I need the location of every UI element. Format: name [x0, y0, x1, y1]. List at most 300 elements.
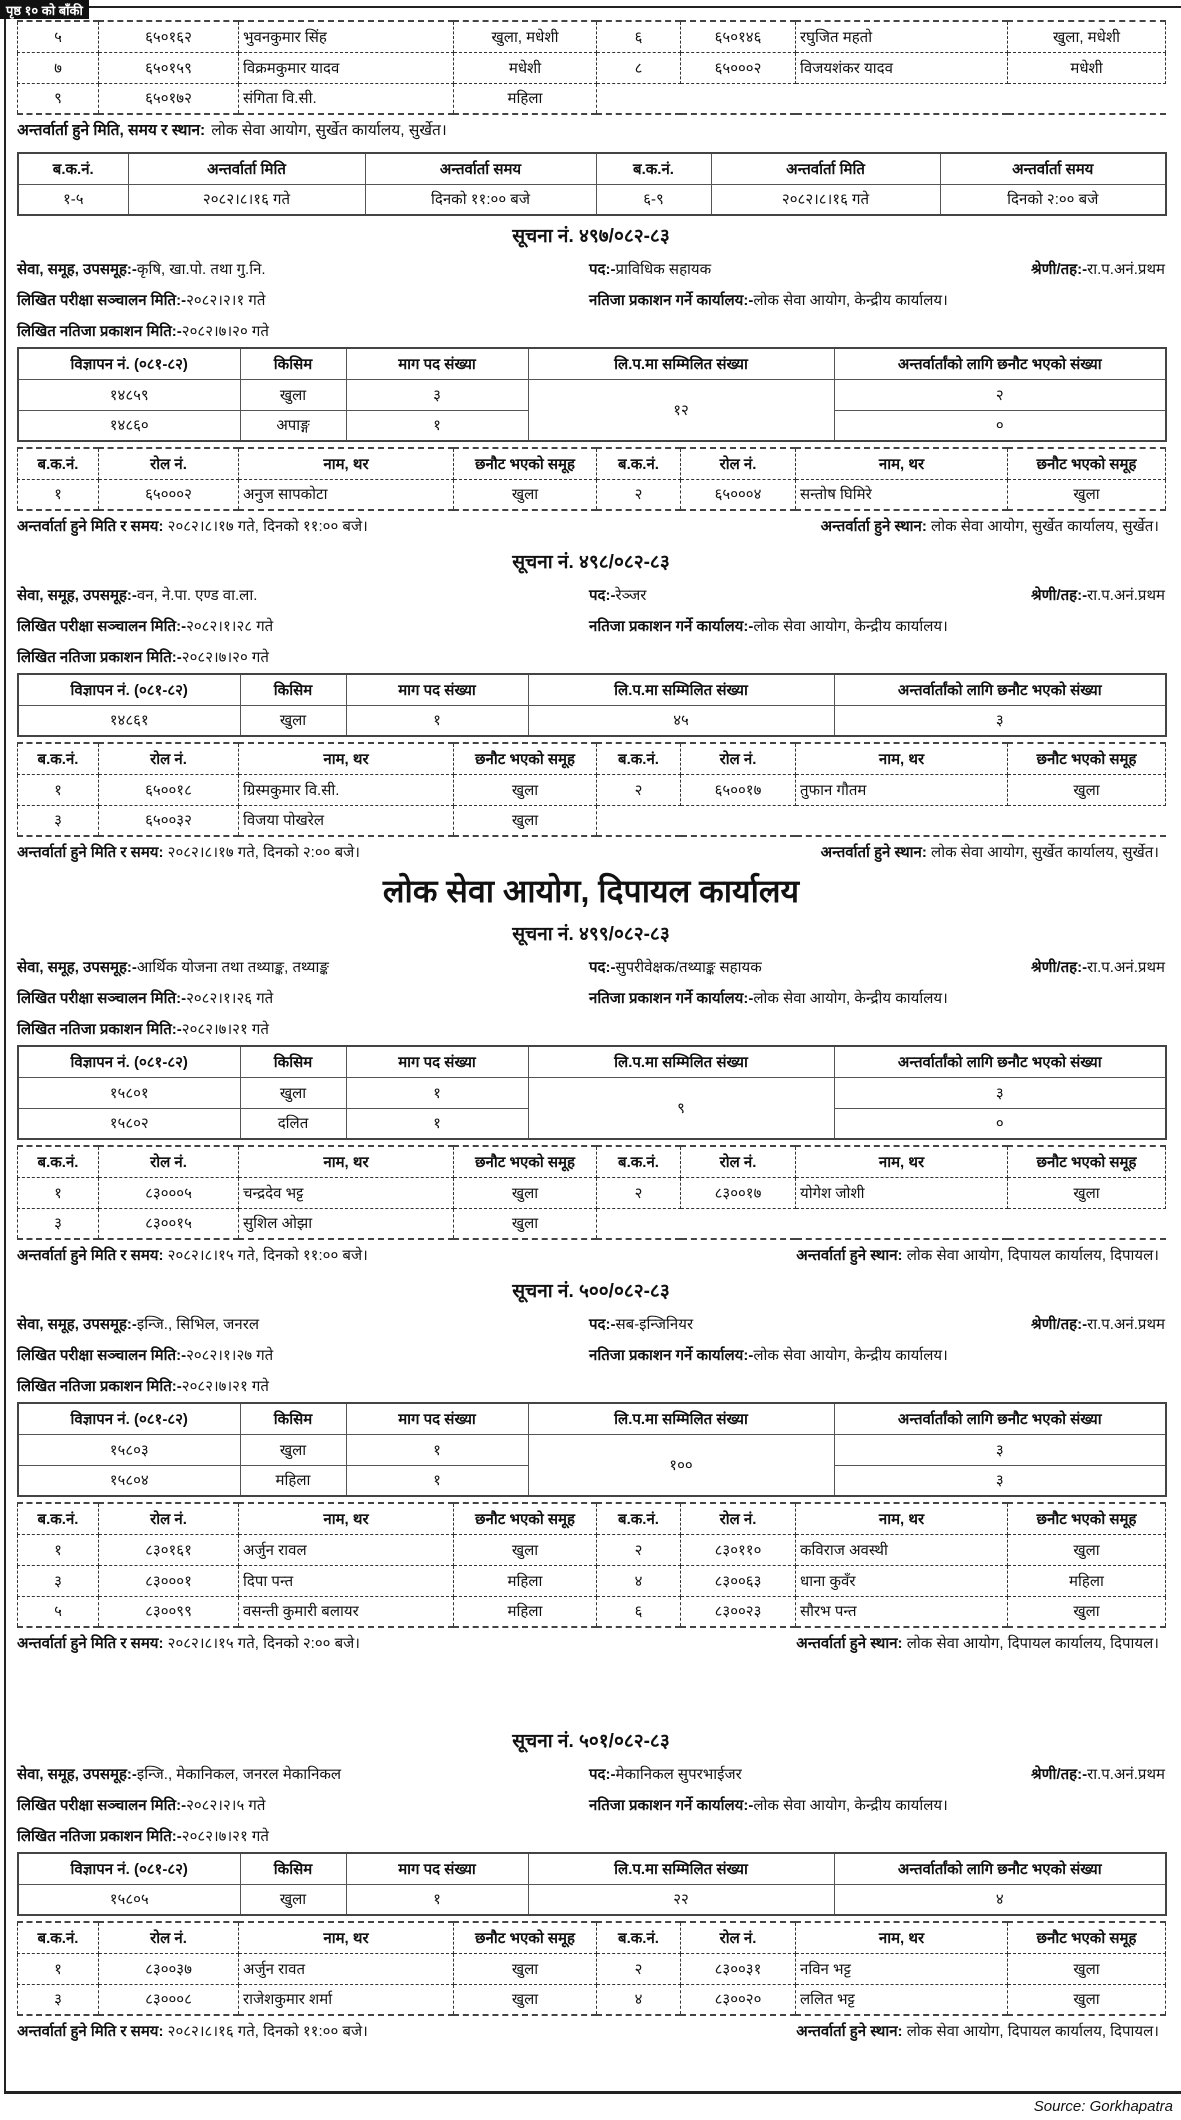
shortlisted-count: ० — [834, 410, 1166, 441]
candidate-table — [17, 1502, 1166, 1628]
pad-value: मेकानिकल सुपरभाईजर — [615, 1766, 742, 1783]
candidate-name: कविराज अवस्थी — [796, 1534, 1008, 1565]
posts-demanded: १ — [346, 1108, 528, 1139]
office-heading: लोक सेवा आयोग, दिपायल कार्यालय — [382, 873, 800, 909]
column-header: रोल नं. — [99, 1503, 239, 1534]
interview-place-label: अन्तर्वार्ता हुने स्थान: — [796, 1247, 903, 1264]
exam-date-label: लिखित परीक्षा सञ्चालन मिति:- — [17, 618, 187, 635]
sewa-label: सेवा, समूह, उपसमूह:- — [17, 261, 137, 278]
info-row — [17, 285, 1165, 316]
schedule-cell: १-५ — [18, 184, 128, 215]
candidate-header-row — [18, 448, 1166, 479]
fact-header-row — [18, 1046, 1166, 1077]
written-exam-count: १०० — [528, 1434, 834, 1496]
column-header: छनौट भएको समूह — [1008, 448, 1166, 479]
posts-demanded: ३ — [346, 379, 528, 410]
interview-place — [796, 1628, 1159, 1659]
result-date-value: २०८२।७।२१ गते — [181, 1378, 269, 1395]
serial-no: ७ — [18, 52, 99, 83]
column-header: माग पद संख्या — [346, 674, 528, 705]
column-header: नाम, थर — [239, 743, 454, 774]
interview-place-label: अन्तर्वार्ता हुने स्थान: — [820, 518, 927, 535]
exam-date-value: २०८२।२।१ गते — [186, 292, 266, 309]
column-header: किसिम — [240, 1403, 346, 1434]
column-header: रोल नं. — [681, 1146, 796, 1177]
info-row — [17, 1759, 1165, 1790]
sewa-value: वन, ने.पा. एण्ड वा.ला. — [136, 587, 258, 604]
interview-time-label: अन्तर्वार्ता हुने मिति र समय: — [17, 844, 164, 861]
shreni-value: रा.प.अनं.प्रथम — [1087, 959, 1165, 976]
column-header: छनौट भएको समूह — [454, 1503, 597, 1534]
candidate-name: चन्द्रदेव भट्ट — [239, 1177, 454, 1208]
sewa-field — [17, 1759, 589, 1790]
serial-no: ६ — [597, 1596, 681, 1627]
pad-field — [589, 952, 1031, 983]
table-row — [18, 83, 1166, 114]
column-header: नाम, थर — [239, 1922, 454, 1953]
table-row — [18, 805, 1166, 836]
column-header: नाम, थर — [239, 448, 454, 479]
schedule-cell: २०८२।८।१६ गते — [711, 184, 940, 215]
roll-no: ६५०००४ — [681, 479, 796, 510]
advertisement-no: १५८०४ — [18, 1465, 240, 1496]
column-header: छनौट भएको समूह — [454, 448, 597, 479]
table-row — [18, 1596, 1166, 1627]
interview-footer — [17, 1628, 1165, 1659]
written-exam-count: २२ — [528, 1884, 834, 1915]
serial-no: ४ — [597, 1565, 681, 1596]
shreni-field — [1031, 952, 1165, 983]
column-header: रोल नं. — [99, 448, 239, 479]
fact-header-row — [18, 674, 1166, 705]
roll-no: ८३०००५ — [99, 1177, 239, 1208]
result-office-value: लोक सेवा आयोग, केन्द्रीय कार्यालय। — [753, 292, 948, 309]
empty-cell — [597, 83, 1166, 114]
serial-no: ५ — [18, 21, 99, 52]
schedule-cell: २०८२।८।१६ गते — [128, 184, 365, 215]
candidate-name: सन्तोष घिमिरे — [796, 479, 1008, 510]
column-header: नाम, थर — [796, 743, 1008, 774]
selected-group: खुला — [454, 774, 597, 805]
serial-no: ८ — [597, 52, 681, 83]
candidate-name: अर्जुन रावत — [239, 1953, 454, 1984]
roll-no: ८३०००१ — [99, 1565, 239, 1596]
table-row — [18, 705, 1166, 736]
selected-group: मधेशी — [1008, 52, 1166, 83]
column-header: छनौट भएको समूह — [454, 743, 597, 774]
candidate-name: सौरभ पन्त — [796, 1596, 1008, 1627]
roll-no: ८३००६३ — [681, 1565, 796, 1596]
sewa-field — [17, 254, 589, 285]
selected-group: खुला, मधेशी — [454, 21, 597, 52]
column-header: नाम, थर — [796, 1922, 1008, 1953]
result-date-label: लिखित नतिजा प्रकाशन मिति:- — [17, 649, 182, 666]
info-row — [17, 1371, 1165, 1402]
interview-time-value: २०८२।८।१७ गते, दिनको ११:०० बजे। — [167, 518, 368, 535]
shreni-field — [1031, 580, 1165, 611]
interview-footer — [17, 837, 1165, 868]
advertisement-table — [17, 1852, 1167, 1916]
column-header: लि.प.मा सम्मिलित संख्या — [528, 674, 834, 705]
serial-no: ३ — [18, 805, 99, 836]
interview-time-value: २०८२।८।१५ गते, दिनको ११:०० बजे। — [167, 1247, 368, 1264]
table-row — [18, 52, 1166, 83]
interview-time-value: २०८२।८।१६ गते, दिनको ११:०० बजे। — [167, 2023, 368, 2040]
column-header: ब.क.नं. — [597, 1922, 681, 1953]
interview-schedule-table — [17, 152, 1167, 216]
interview-place-label: अन्तर्वार्ता हुने स्थान: — [796, 2023, 903, 2040]
column-header: ब.क.नं. — [18, 1503, 99, 1534]
serial-no: १ — [18, 1953, 99, 1984]
posts-demanded: १ — [346, 410, 528, 441]
serial-no: ३ — [18, 1208, 99, 1239]
shortlisted-count: ३ — [834, 705, 1166, 736]
sewa-value: इन्जि., मेकानिकल, जनरल मेकानिकल — [136, 1766, 342, 1783]
candidate-name: अनुज सापकोटा — [239, 479, 454, 510]
interview-time-label: अन्तर्वार्ता हुने मिति र समय: — [17, 1247, 164, 1264]
selected-group: महिला — [454, 1596, 597, 1627]
exam-date-label: लिखित परीक्षा सञ्चालन मिति:- — [17, 292, 187, 309]
advertisement-no: १४८६० — [18, 410, 240, 441]
posts-demanded: १ — [346, 705, 528, 736]
table-row — [18, 1177, 1166, 1208]
column-header: छनौट भएको समूह — [1008, 1146, 1166, 1177]
serial-no: २ — [597, 1534, 681, 1565]
interview-time-label: अन्तर्वार्ता हुने मिति र समय: — [17, 2023, 164, 2040]
info-row — [17, 580, 1165, 611]
category: खुला — [240, 1434, 346, 1465]
category: खुला — [240, 1077, 346, 1108]
column-header: ब.क.नं. — [18, 448, 99, 479]
notice-number: ५००/०८२-८३ — [579, 1281, 670, 1302]
advertisement-table — [17, 1045, 1167, 1140]
sewa-label: सेवा, समूह, उपसमूह:- — [17, 587, 137, 604]
result-office-field — [589, 285, 1165, 316]
candidate-name: धाना कुवँर — [796, 1565, 1008, 1596]
column-header: विज्ञापन नं. (०८१-८२) — [18, 1046, 240, 1077]
notice-title — [17, 1725, 1165, 1759]
table-row — [18, 1534, 1166, 1565]
column-header: किसिम — [240, 1853, 346, 1884]
selected-group: खुला — [454, 1208, 597, 1239]
pad-label: पद:- — [589, 587, 616, 604]
result-office-value: लोक सेवा आयोग, केन्द्रीय कार्यालय। — [753, 990, 948, 1007]
pad-value: सब-इन्जिनियर — [615, 1316, 694, 1333]
result-date-label: लिखित नतिजा प्रकाशन मिति:- — [17, 1828, 182, 1845]
candidate-name: विक्रमकुमार यादव — [239, 52, 454, 83]
candidate-header-row — [18, 743, 1166, 774]
candidate-table — [17, 1921, 1166, 2016]
exam-date-field — [17, 611, 589, 642]
interview-place-value: लोक सेवा आयोग, दिपायल कार्यालय, दिपायल। — [906, 2023, 1159, 2040]
roll-no: ६५००१७ — [681, 774, 796, 805]
column-header: छनौट भएको समूह — [1008, 743, 1166, 774]
notice-title — [17, 546, 1165, 580]
result-office-label: नतिजा प्रकाशन गर्ने कार्यालय:- — [589, 990, 754, 1007]
result-date-value: २०८२।७।२१ गते — [181, 1828, 269, 1845]
shreni-field — [1031, 254, 1165, 285]
category: खुला — [240, 705, 346, 736]
candidate-table — [17, 742, 1166, 837]
candidate-name: संगिता वि.सी. — [239, 83, 454, 114]
schedule-header-row — [18, 153, 1166, 184]
selected-group: खुला — [454, 479, 597, 510]
roll-no: ६५०००२ — [99, 479, 239, 510]
column-header: छनौट भएको समूह — [454, 1922, 597, 1953]
shreni-label: श्रेणी/तह:- — [1031, 1316, 1088, 1333]
shreni-label: श्रेणी/तह:- — [1031, 1766, 1088, 1783]
exam-date-label: लिखित परीक्षा सञ्चालन मिति:- — [17, 990, 187, 1007]
notice-title — [17, 220, 1165, 254]
roll-no: ६५०१६२ — [99, 21, 239, 52]
candidate-name: रघुजित महतो — [796, 21, 1008, 52]
advertisement-no: १५८०२ — [18, 1108, 240, 1139]
column-header: अन्तर्वार्ता समय — [940, 153, 1166, 184]
table-row — [18, 1565, 1166, 1596]
roll-no: ८३००३७ — [99, 1953, 239, 1984]
posts-demanded: १ — [346, 1465, 528, 1496]
interview-place — [821, 511, 1159, 542]
roll-no: ६५००३२ — [99, 805, 239, 836]
result-date-label: लिखित नतिजा प्रकाशन मिति:- — [17, 323, 182, 340]
column-header: विज्ञापन नं. (०८१-८२) — [18, 348, 240, 379]
info-row — [17, 952, 1165, 983]
candidate-name: भुवनकुमार सिंह — [239, 21, 454, 52]
interview-place-value: लोक सेवा आयोग, सुर्खेत कार्यालय, सुर्खेत। — [931, 844, 1159, 861]
result-date-field — [17, 642, 589, 673]
pad-label: पद:- — [589, 1766, 616, 1783]
notice-3 — [17, 1275, 1165, 1659]
table-row — [18, 1208, 1166, 1239]
column-header: रोल नं. — [681, 448, 796, 479]
interview-time — [17, 511, 368, 542]
interview-footer — [17, 2016, 1165, 2047]
roll-no: ८३००२० — [681, 1984, 796, 2015]
shreni-value: रा.प.अनं.प्रथम — [1087, 1316, 1165, 1333]
column-header: छनौट भएको समूह — [1008, 1922, 1166, 1953]
result-office-label: नतिजा प्रकाशन गर्ने कार्यालय:- — [589, 618, 754, 635]
exam-date-value: २०८२।१।२६ गते — [186, 990, 274, 1007]
candidate-name: दिपा पन्त — [239, 1565, 454, 1596]
column-header: ब.क.नं. — [597, 1146, 681, 1177]
table-row — [18, 1984, 1166, 2015]
result-office-field — [589, 1340, 1165, 1371]
column-header: रोल नं. — [99, 1146, 239, 1177]
fact-header-row — [18, 1853, 1166, 1884]
table-row — [18, 379, 1166, 410]
serial-no: २ — [597, 774, 681, 805]
notice-2 — [17, 918, 1165, 1271]
document-content — [17, 20, 1165, 2047]
advertisement-table — [17, 347, 1167, 442]
notice-number: ५०१/०८२-८३ — [579, 1731, 670, 1752]
result-office-field — [589, 611, 1165, 642]
written-exam-count: ९ — [528, 1077, 834, 1139]
roll-no: ८३००१५ — [99, 1208, 239, 1239]
serial-no: ९ — [18, 83, 99, 114]
shortlisted-count: ३ — [834, 1434, 1166, 1465]
interview-info-line — [17, 115, 1165, 146]
info-row — [17, 642, 1165, 673]
pad-label: पद:- — [589, 959, 616, 976]
column-header: रोल नं. — [681, 743, 796, 774]
sewa-field — [17, 952, 589, 983]
pad-label: पद:- — [589, 261, 616, 278]
notice-prefix: सूचना नं. — [512, 1731, 574, 1752]
notice-number: ४९७/०८२-८३ — [579, 226, 670, 247]
column-header: रोल नं. — [681, 1922, 796, 1953]
candidate-name: ललित भट्ट — [796, 1984, 1008, 2015]
roll-no: ८३००२३ — [681, 1596, 796, 1627]
source-credit: Source: Gorkhapatra — [1033, 2098, 1173, 2115]
column-header: अन्तर्वार्तांको लागि छनौट भएको संख्या — [834, 1046, 1166, 1077]
notice-title — [17, 1275, 1165, 1309]
candidate-name: ग्रिस्मकुमार वि.सी. — [239, 774, 454, 805]
sewa-field — [17, 1309, 589, 1340]
table-row — [18, 184, 1166, 215]
posts-demanded: १ — [346, 1077, 528, 1108]
interview-place-label: अन्तर्वार्ता हुने स्थान: — [820, 844, 927, 861]
result-date-label: लिखित नतिजा प्रकाशन मिति:- — [17, 1021, 182, 1038]
exam-date-value: २०८२।१।२७ गते — [186, 1347, 274, 1364]
column-header: नाम, थर — [239, 1146, 454, 1177]
selected-group: खुला — [454, 1534, 597, 1565]
serial-no: १ — [18, 1534, 99, 1565]
shortlisted-count: ३ — [834, 1465, 1166, 1496]
pad-label: पद:- — [589, 1316, 616, 1333]
column-header: ब.क.नं. — [18, 743, 99, 774]
table-row — [18, 1077, 1166, 1108]
notice-number: ४९८/०८२-८३ — [579, 552, 670, 573]
notice-prefix: सूचना नं. — [512, 924, 574, 945]
roll-no: ८३००९९ — [99, 1596, 239, 1627]
roll-no: ८३०००८ — [99, 1984, 239, 2015]
candidate-name: नविन भट्ट — [796, 1953, 1008, 1984]
interview-footer — [17, 1240, 1165, 1271]
info-row — [17, 1340, 1165, 1371]
column-header: छनौट भएको समूह — [1008, 1503, 1166, 1534]
column-header: माग पद संख्या — [346, 1403, 528, 1434]
selected-group: खुला — [1008, 479, 1166, 510]
interview-time-label: अन्तर्वार्ता हुने मिति र समय: — [17, 518, 164, 535]
interview-footer — [17, 511, 1165, 542]
result-office-label: नतिजा प्रकाशन गर्ने कार्यालय:- — [589, 1797, 754, 1814]
schedule-cell: ६-९ — [596, 184, 711, 215]
column-header: रोल नं. — [99, 743, 239, 774]
shreni-value: रा.प.अनं.प्रथम — [1087, 1766, 1165, 1783]
advertisement-no: १४८५९ — [18, 379, 240, 410]
interview-place-value: लोक सेवा आयोग, सुर्खेत कार्यालय, सुर्खेत। — [931, 518, 1159, 535]
candidate-header-row — [18, 1146, 1166, 1177]
exam-date-field — [17, 1340, 589, 1371]
column-header: नाम, थर — [796, 1503, 1008, 1534]
selected-group: खुला — [1008, 1596, 1166, 1627]
column-header: नाम, थर — [796, 1146, 1008, 1177]
sewa-label: सेवा, समूह, उपसमूह:- — [17, 1766, 137, 1783]
roll-no: ६५०१४६ — [681, 21, 796, 52]
advertisement-no: १५८०५ — [18, 1884, 240, 1915]
column-header: अन्तर्वार्तांको लागि छनौट भएको संख्या — [834, 1853, 1166, 1884]
serial-no: ३ — [18, 1984, 99, 2015]
fact-header-row — [18, 1403, 1166, 1434]
interview-place: लोक सेवा आयोग, सुर्खेत कार्यालय, सुर्खेत। — [211, 122, 447, 139]
info-row — [17, 1790, 1165, 1821]
serial-no: ४ — [597, 1984, 681, 2015]
serial-no: १ — [18, 774, 99, 805]
interview-time — [17, 1628, 360, 1659]
fact-header-row — [18, 348, 1166, 379]
pad-field — [589, 1759, 1031, 1790]
candidate-name: राजेशकुमार शर्मा — [239, 1984, 454, 2015]
column-header: अन्तर्वार्ता मिति — [128, 153, 365, 184]
table-row — [18, 21, 1166, 52]
info-row — [17, 1014, 1165, 1045]
interview-time-value: २०८२।८।१५ गते, दिनको २:०० बजे। — [167, 1635, 360, 1652]
column-header: ब.क.नं. — [596, 153, 711, 184]
table-row — [18, 1884, 1166, 1915]
serial-no: १ — [18, 1177, 99, 1208]
info-row — [17, 254, 1165, 285]
candidate-header-row — [18, 1922, 1166, 1953]
serial-no: १ — [18, 479, 99, 510]
column-header: विज्ञापन नं. (०८१-८२) — [18, 1403, 240, 1434]
category: महिला — [240, 1465, 346, 1496]
roll-no: ६५०१५९ — [99, 52, 239, 83]
pad-field — [589, 1309, 1031, 1340]
written-exam-count: ४५ — [528, 705, 834, 736]
interview-time — [17, 837, 360, 868]
shortlisted-count: ० — [834, 1108, 1166, 1139]
category: खुला — [240, 1884, 346, 1915]
roll-no: ६५०००२ — [681, 52, 796, 83]
result-office-value: लोक सेवा आयोग, केन्द्रीय कार्यालय। — [753, 618, 948, 635]
advertisement-no: १५८०१ — [18, 1077, 240, 1108]
interview-time — [17, 1240, 368, 1271]
selected-group: महिला — [454, 1565, 597, 1596]
notice-title — [17, 918, 1165, 952]
advertisement-no: १५८०३ — [18, 1434, 240, 1465]
selected-group: खुला — [1008, 1953, 1166, 1984]
column-header: माग पद संख्या — [346, 348, 528, 379]
shortlisted-count: २ — [834, 379, 1166, 410]
result-date-label: लिखित नतिजा प्रकाशन मिति:- — [17, 1378, 182, 1395]
candidate-name: वसन्ती कुमारी बलायर — [239, 1596, 454, 1627]
serial-no: ५ — [18, 1596, 99, 1627]
column-header: अन्तर्वार्तांको लागि छनौट भएको संख्या — [834, 674, 1166, 705]
posts-demanded: १ — [346, 1434, 528, 1465]
candidate-header-row — [18, 1503, 1166, 1534]
result-office-field — [589, 1790, 1165, 1821]
column-header: ब.क.नं. — [18, 153, 128, 184]
interview-place-value: लोक सेवा आयोग, दिपायल कार्यालय, दिपायल। — [906, 1635, 1159, 1652]
column-header: अन्तर्वार्ता समय — [365, 153, 596, 184]
continuation-table — [17, 20, 1166, 115]
column-header: नाम, थर — [796, 448, 1008, 479]
notice-number: ४९९/०८२-८३ — [579, 924, 670, 945]
sewa-label: सेवा, समूह, उपसमूह:- — [17, 959, 137, 976]
selected-group: खुला — [1008, 1177, 1166, 1208]
column-header: अन्तर्वार्तांको लागि छनौट भएको संख्या — [834, 1403, 1166, 1434]
pad-value: प्राविधिक सहायक — [615, 261, 712, 278]
info-row — [17, 1309, 1165, 1340]
sewa-value: कृषि, खा.पो. तथा गु.नि. — [136, 261, 266, 278]
column-header: छनौट भएको समूह — [454, 1146, 597, 1177]
notice-0 — [17, 220, 1165, 542]
column-header: किसिम — [240, 1046, 346, 1077]
shortlisted-count: ३ — [834, 1077, 1166, 1108]
notice-prefix: सूचना नं. — [512, 1281, 574, 1302]
schedule-cell: दिनको ११:०० बजे — [365, 184, 596, 215]
